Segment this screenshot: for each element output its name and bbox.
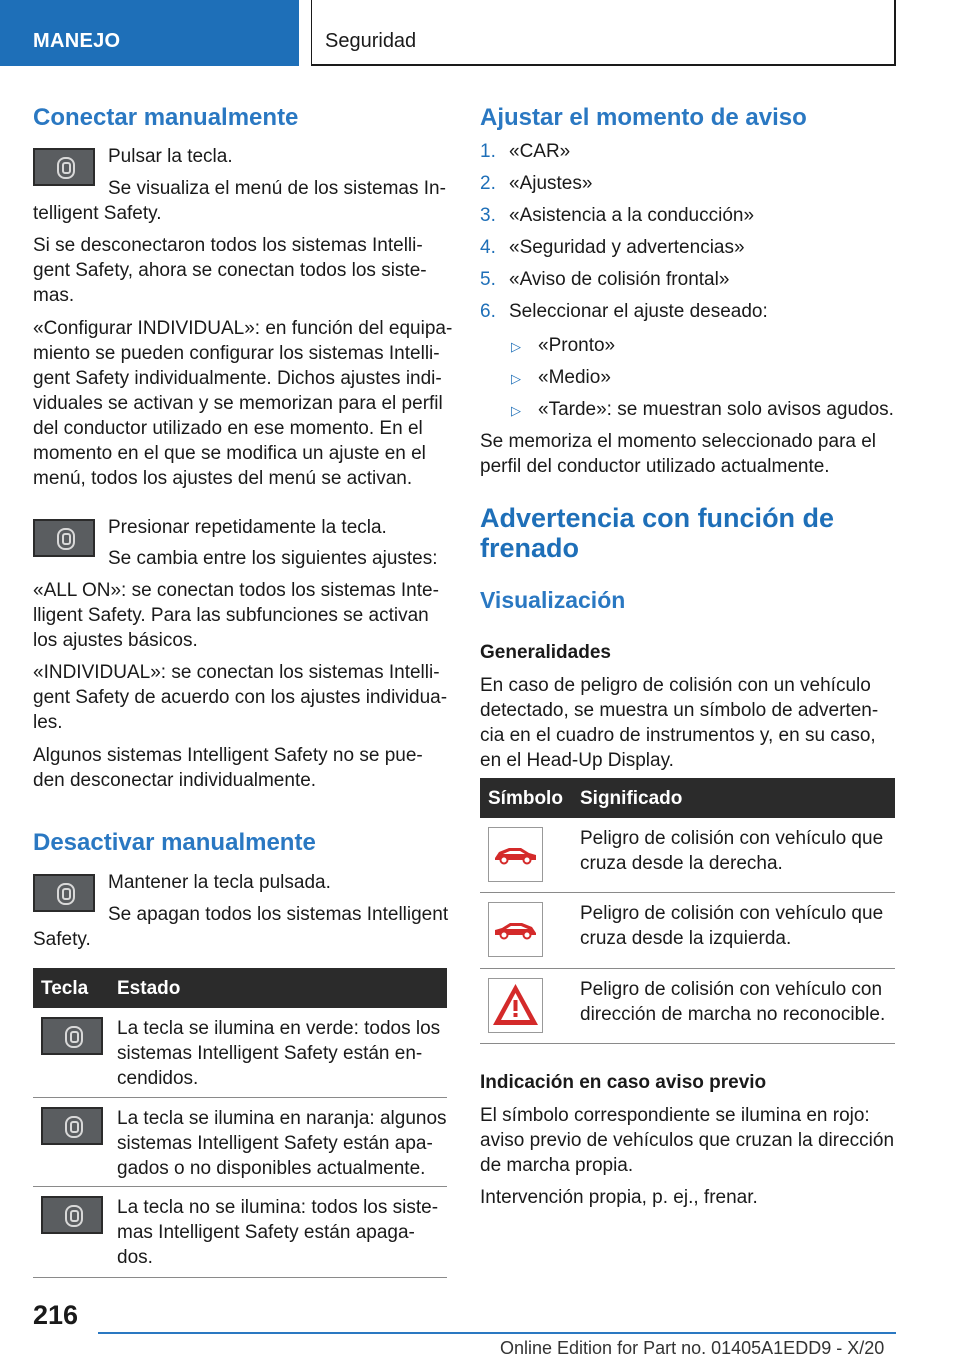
heading-disconnect: Desactivar manualmente (33, 829, 316, 856)
connect-p2-l1: Si se desconectaron todos los sistemas Intelli- (33, 235, 423, 256)
row3-l1: La tecla no se ilumina: todos los siste- (117, 1197, 439, 1218)
intelligent-safety-key-icon (33, 519, 95, 557)
intelligent-safety-key-icon (33, 874, 95, 912)
subheading-prewarning: Indicación en caso aviso previo (480, 1072, 767, 1093)
sym-row1-l2: cruza desde la derecha. (580, 853, 783, 874)
off-l2: Safety. (33, 929, 91, 950)
heading-display: Visualización (480, 587, 626, 613)
sym-row2-l1: Peligro de colisión con vehículo que (580, 903, 884, 924)
step-text: Seleccionar el ajuste deseado: (509, 301, 768, 322)
step-number: 1. (480, 141, 496, 162)
subheading-general: Generalidades (480, 642, 611, 663)
row2-l2: sistemas Intelligent Safety están apa- (117, 1133, 433, 1154)
edition-text: Online Edition for Part no. 01405A1EDD9 - X/20 (500, 1338, 885, 1358)
symbol-table-header (480, 778, 895, 818)
general-l2: detectado, se muestra un símbolo de adverten- (480, 700, 879, 721)
row1-l3: cendidos. (117, 1068, 199, 1089)
chapter-title: Seguridad (325, 30, 417, 52)
step-number: 4. (480, 237, 496, 258)
indiv-l2: gent Safety de acuerdo con los ajustes individua- (33, 687, 448, 708)
step-number: 6. (480, 301, 496, 322)
intelligent-safety-key-icon (33, 148, 95, 186)
warning-triangle-icon (488, 978, 543, 1033)
pre-l3: de marcha propia. (480, 1155, 634, 1176)
connect-p3-l1: «Configurar INDIVIDUAL»: en función del equipa- (33, 318, 453, 339)
step-text: «Aviso de colisión frontal» (509, 269, 730, 290)
some-l1: Algunos sistemas Intelligent Safety no se pue- (33, 745, 423, 766)
sym-row2-l2: cruza desde la izquierda. (580, 928, 792, 949)
step-number: 5. (480, 269, 496, 290)
key-green-icon (41, 1017, 103, 1055)
heading-adjust: Ajustar el momento de aviso (480, 104, 807, 131)
switch-text: Se cambia entre los siguientes ajustes: (108, 548, 438, 569)
pre-l2: aviso previo de vehículos que cruzan la dirección (480, 1130, 895, 1151)
step-text: «CAR» (509, 141, 571, 162)
connect-p3-l6: momento en el que se modifica un ajuste en el (33, 443, 426, 464)
step-number: 2. (480, 173, 496, 194)
off-l1: Se apagan todos los sistemas Intelligent (108, 904, 449, 925)
press-key-text: Pulsar la tecla. (108, 146, 233, 167)
heading-brake-l2: frenado (480, 533, 580, 563)
key-table-col-key: Tecla (41, 978, 89, 999)
connect-p3-l5: del conductor utilizado en ese momento. En el (33, 418, 423, 439)
section-title: MANEJO (33, 30, 121, 52)
connect-p3-l4: viduales se activan y se memorizan para el perfil (33, 393, 443, 414)
own-text: Intervención propia, p. ej., frenar. (480, 1187, 758, 1208)
row3-l3: dos. (117, 1247, 153, 1268)
row3-l2: mas Intelligent Safety están apaga- (117, 1222, 415, 1243)
page-number: 216 (33, 1300, 79, 1330)
hold-key-text: Mantener la tecla pulsada. (108, 872, 331, 893)
key-table-col-state: Estado (117, 978, 181, 999)
connect-p2-l3: mas. (33, 285, 75, 306)
triangle-bullet-icon: ▷ (511, 371, 521, 386)
option-text: «Tarde»: se muestran solo avisos agudos. (538, 399, 894, 420)
symbol-table-row (480, 969, 895, 1044)
step-number: 3. (480, 205, 496, 226)
heading-brake-l1: Advertencia con función de (480, 503, 835, 533)
connect-p1-l2: telligent Safety. (33, 203, 162, 224)
sym-row3-l1: Peligro de colisión con vehículo con (580, 979, 883, 1000)
footer-divider (98, 1332, 896, 1334)
press-repeat-text: Presionar repetidamente la tecla. (108, 517, 387, 538)
symbol-table-row (480, 893, 895, 969)
heading-connect: Conectar manualmente (33, 104, 299, 131)
symbol-table-col-meaning: Significado (580, 788, 683, 809)
symbol-table-row (480, 818, 895, 893)
triangle-bullet-icon: ▷ (511, 339, 521, 354)
indiv-l1: «INDIVIDUAL»: se conectan los sistemas Intelli- (33, 662, 440, 683)
allon-l1: «ALL ON»: se conectan todos los sistemas Inte- (33, 580, 439, 601)
indiv-l3: les. (33, 712, 63, 733)
triangle-bullet-icon: ▷ (511, 403, 521, 418)
key-off-icon (41, 1196, 103, 1234)
connect-p1-l1: Se visualiza el menú de los sistemas In- (108, 178, 446, 199)
sym-row1-l1: Peligro de colisión con vehículo que (580, 828, 884, 849)
allon-l3: los ajustes básicos. (33, 630, 198, 651)
row1-l2: sistemas Intelligent Safety están en- (117, 1043, 423, 1064)
connect-p3-l2: miento se pueden configurar los sistemas Intelli- (33, 343, 440, 364)
chapter-tab (311, 0, 896, 66)
connect-p3-l3: gent Safety individualmente. Dichos ajustes indi- (33, 368, 442, 389)
step-text: «Ajustes» (509, 173, 593, 194)
section-tab (0, 0, 299, 66)
key-table-header (33, 968, 447, 1008)
option-text: «Medio» (538, 367, 611, 388)
key-orange-icon (41, 1107, 103, 1145)
key-table-row (33, 1008, 447, 1098)
general-l3: cia en el cuadro de instrumentos y, en su caso, (480, 725, 876, 746)
memo-l2: perfil del conductor utilizado actualmente. (480, 456, 830, 477)
car-crossing-right-icon (488, 827, 543, 882)
key-table-row (33, 1098, 447, 1187)
connect-p2-l2: gent Safety, ahora se conectan todos los siste- (33, 260, 427, 281)
step-text: «Seguridad y advertencias» (509, 237, 745, 258)
memo-l1: Se memoriza el momento seleccionado para el (480, 431, 877, 452)
step-text: «Asistencia a la conducción» (509, 205, 755, 226)
general-l4: en el Head-Up Display. (480, 750, 674, 771)
connect-p3-l7: menú, todos los ajustes del menú se activan. (33, 468, 413, 489)
allon-l2: lligent Safety. Para las subfunciones se activan (33, 605, 429, 626)
symbol-table-col-symbol: Símbolo (488, 788, 563, 809)
some-l2: den desconectar individualmente. (33, 770, 317, 791)
pre-l1: El símbolo correspondiente se ilumina en rojo: (480, 1105, 870, 1126)
row2-l3: gados o no disponibles actualmente. (117, 1158, 426, 1179)
general-l1: En caso de peligro de colisión con un vehículo (480, 675, 871, 696)
row2-l1: La tecla se ilumina en naranja: algunos (117, 1108, 447, 1129)
car-crossing-left-icon (488, 902, 543, 957)
row1-l1: La tecla se ilumina en verde: todos los (117, 1018, 441, 1039)
option-text: «Pronto» (538, 335, 616, 356)
key-table-row (33, 1187, 447, 1278)
sym-row3-l2: dirección de marcha no reconocible. (580, 1004, 886, 1025)
